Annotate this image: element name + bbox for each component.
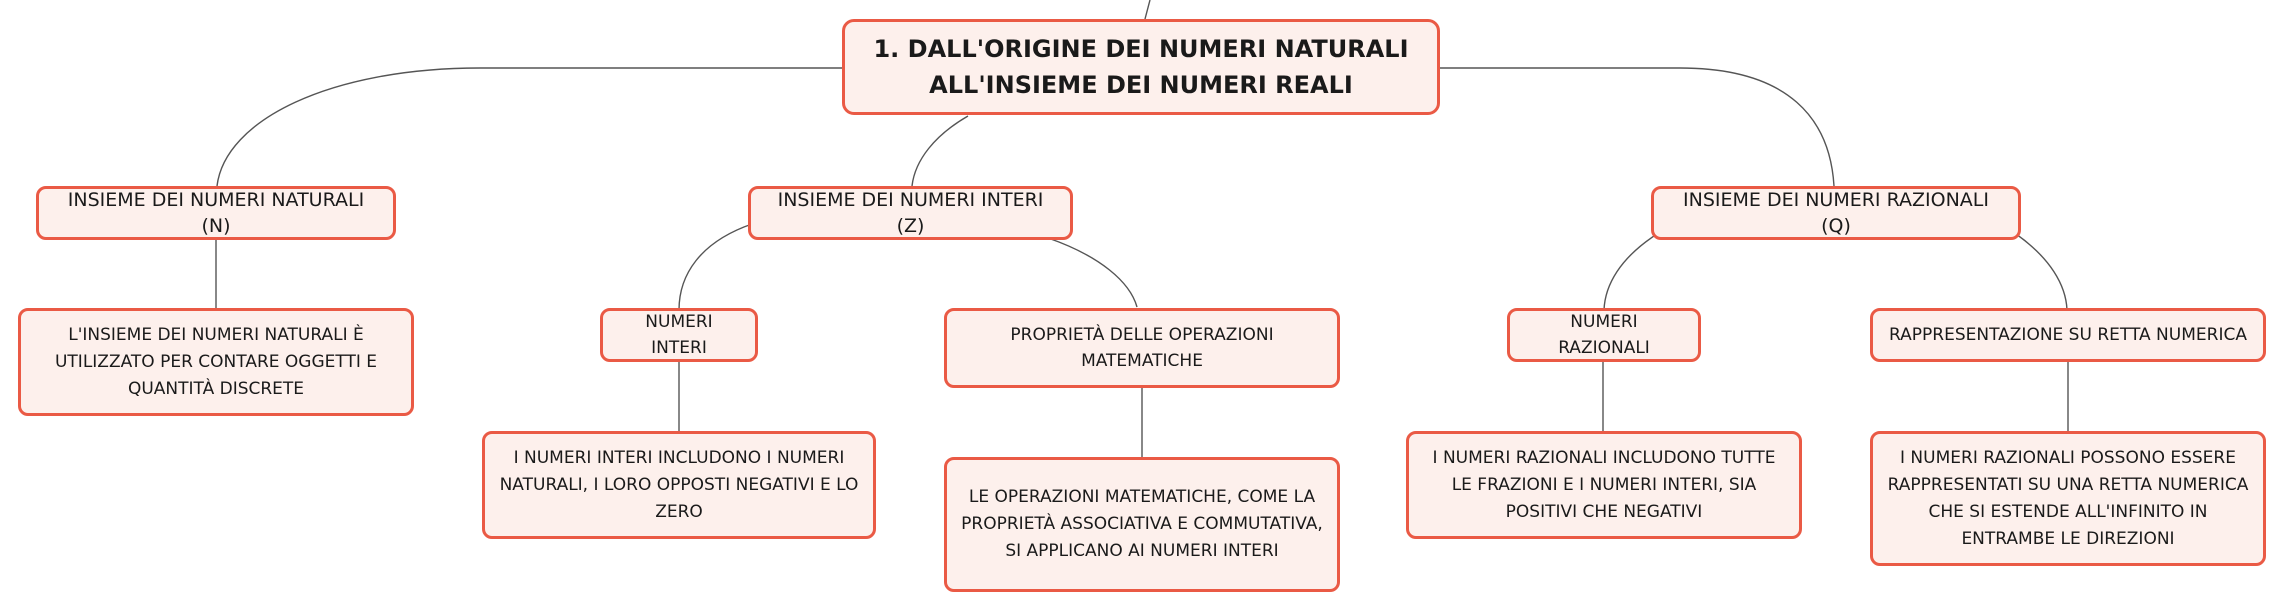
subtopic-proprieta-operazioni-label: PROPRIETÀ DELLE OPERAZIONI MATEMATICHE — [1010, 325, 1274, 371]
root-title-line-2: ALL'INSIEME DEI NUMERI REALI — [929, 71, 1353, 99]
connector-root-interi — [912, 116, 968, 186]
detail-numeri-interi[interactable] — [482, 431, 876, 539]
connector-interi-proprieta — [1048, 238, 1137, 307]
root-topic[interactable] — [842, 19, 1440, 115]
subtopic-numeri-interi[interactable] — [600, 308, 758, 362]
detail-naturali-text: L'INSIEME DEI NUMERI NATURALI È UTILIZZATO PER CONTARE OGGETTI E QUANTITÀ DISCRETE — [54, 324, 378, 399]
topic-naturali[interactable] — [36, 186, 396, 240]
subtopic-proprieta-operazioni[interactable] — [944, 308, 1340, 388]
connector-interi-numeri — [679, 224, 752, 310]
connector-razionali-retta — [2016, 234, 2067, 310]
connector-root-naturali — [217, 68, 842, 186]
detail-numeri-interi-text: I NUMERI INTERI INCLUDONO I NUMERI NATURALI, I LORO OPPOSTI NEGATIVI E LO ZERO — [499, 447, 859, 522]
detail-proprieta-operazioni-text: LE OPERAZIONI MATEMATICHE, COME LA PROPRIETÀ ASSOCIATIVA E COMMUTATIVA, SI APPLICANO AI NUMERI INTERI — [961, 487, 1323, 561]
detail-retta-numerica[interactable] — [1870, 431, 2266, 566]
subtopic-retta-numerica-label: RAPPRESENTAZIONE SU RETTA NUMERICA — [1889, 325, 2247, 345]
detail-naturali[interactable] — [18, 308, 414, 416]
detail-retta-numerica-text: I NUMERI RAZIONALI POSSONO ESSERE RAPPRESENTATI SU UNA RETTA NUMERICA CHE SI ESTENDE ALL'INFINITO IN ENTRAMBE LE DIREZIONI — [1887, 447, 2249, 549]
topic-razionali[interactable] — [1651, 186, 2021, 240]
root-title-line-1: 1. DALL'ORIGINE DEI NUMERI NATURALI — [873, 35, 1409, 63]
detail-numeri-razionali-text: I NUMERI RAZIONALI INCLUDONO TUTTE LE FRAZIONI E I NUMERI INTERI, SIA POSITIVI CHE NEGATIVI — [1432, 447, 1776, 522]
subtopic-numeri-razionali[interactable] — [1507, 308, 1701, 362]
connector-root-razionali — [1440, 68, 1834, 186]
topic-naturali-label: INSIEME DEI NUMERI NATURALI (N) — [67, 189, 365, 237]
connector-razionali-numeri — [1604, 234, 1657, 310]
topic-interi[interactable] — [748, 186, 1073, 240]
detail-numeri-razionali[interactable] — [1406, 431, 1802, 539]
subtopic-retta-numerica[interactable] — [1870, 308, 2266, 362]
topic-interi-label: INSIEME DEI NUMERI INTERI (Z) — [777, 189, 1044, 237]
detail-proprieta-operazioni[interactable] — [944, 457, 1340, 592]
topic-razionali-label: INSIEME DEI NUMERI RAZIONALI (Q) — [1683, 189, 1989, 237]
connector-parent-root — [1145, 0, 1150, 19]
subtopic-numeri-razionali-label: NUMERI RAZIONALI — [1558, 312, 1650, 358]
subtopic-numeri-interi-label: NUMERI INTERI — [645, 312, 713, 358]
